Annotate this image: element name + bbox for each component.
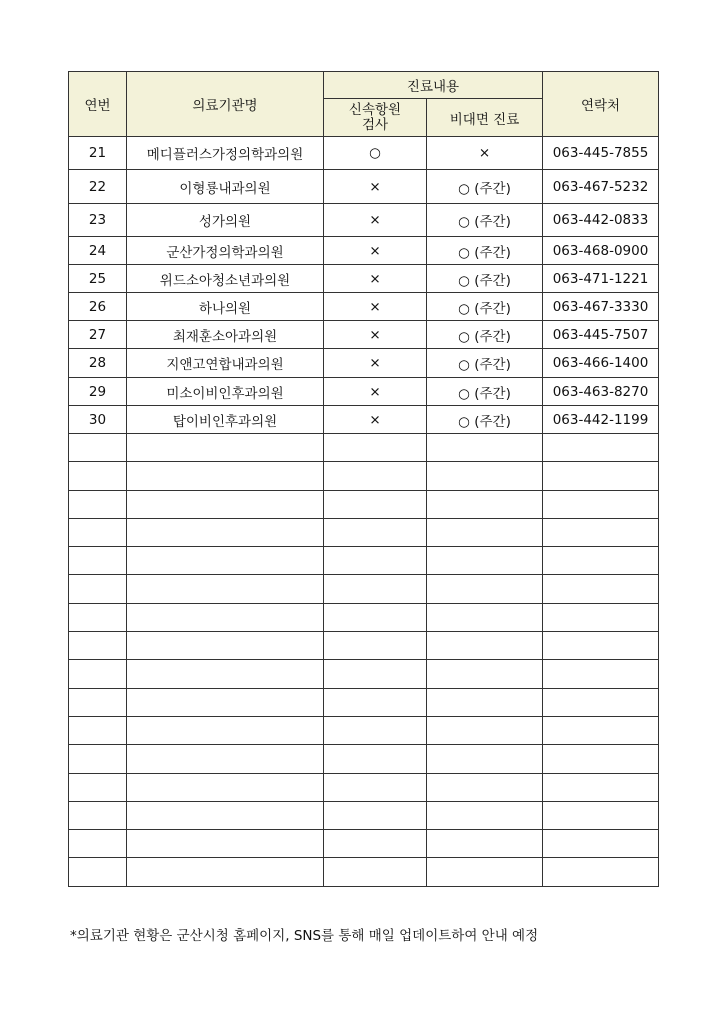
row-rapid-test: ○: [324, 137, 427, 170]
row-phone: 063-471-1221: [543, 265, 659, 293]
row-clinic-name: 성가의원: [127, 204, 324, 237]
row-num: 26: [69, 293, 127, 321]
empty-row: [69, 575, 659, 603]
row-clinic-name: 지앤고연합내과의원: [127, 349, 324, 378]
empty-row: [69, 632, 659, 660]
empty-cell: [324, 434, 427, 462]
row-clinic-name: 이형룡내과의원: [127, 170, 324, 204]
empty-cell: [69, 547, 127, 575]
row-remote-care: ○ (주간): [427, 293, 543, 321]
empty-row: [69, 660, 659, 688]
col-header-name: 의료기관명: [127, 72, 324, 137]
row-remote-care: ×: [427, 137, 543, 170]
col-header-rapid-test: 신속항원 검사: [324, 99, 427, 137]
empty-cell: [127, 575, 324, 603]
table-row: [69, 378, 659, 406]
row-num: 22: [69, 170, 127, 204]
empty-cell: [427, 858, 543, 886]
table-row: [69, 321, 659, 349]
empty-cell: [324, 688, 427, 716]
empty-cell: [127, 688, 324, 716]
row-clinic-name: 탑이비인후과의원: [127, 406, 324, 434]
empty-cell: [69, 688, 127, 716]
row-num: 27: [69, 321, 127, 349]
row-num: 21: [69, 137, 127, 170]
empty-row: [69, 688, 659, 716]
empty-cell: [324, 603, 427, 631]
empty-cell: [69, 716, 127, 744]
row-rapid-test: ×: [324, 406, 427, 434]
row-clinic-name: 메디플러스가정의학과의원: [127, 137, 324, 170]
empty-row: [69, 830, 659, 858]
empty-cell: [543, 830, 659, 858]
table-row: [69, 137, 659, 170]
table-row: [69, 237, 659, 265]
table-row: [69, 204, 659, 237]
row-phone: 063-445-7855: [543, 137, 659, 170]
empty-cell: [69, 773, 127, 801]
empty-cell: [69, 858, 127, 886]
empty-cell: [427, 830, 543, 858]
row-clinic-name: 미소이비인후과의원: [127, 378, 324, 406]
empty-cell: [324, 801, 427, 829]
row-phone: 063-442-0833: [543, 204, 659, 237]
empty-row: [69, 434, 659, 462]
row-num: 23: [69, 204, 127, 237]
footnote: *의료기관 현황은 군산시청 홈페이지, SNS를 통해 매일 업데이트하여 안내 예정: [70, 928, 539, 944]
empty-cell: [324, 716, 427, 744]
empty-cell: [427, 603, 543, 631]
empty-cell: [543, 462, 659, 490]
row-phone: 063-466-1400: [543, 349, 659, 378]
row-clinic-name: 군산가정의학과의원: [127, 237, 324, 265]
row-rapid-test: ×: [324, 293, 427, 321]
empty-row: [69, 547, 659, 575]
empty-cell: [324, 858, 427, 886]
empty-cell: [324, 462, 427, 490]
empty-cell: [543, 745, 659, 773]
empty-cell: [427, 518, 543, 546]
empty-row: [69, 462, 659, 490]
row-phone: 063-468-0900: [543, 237, 659, 265]
empty-cell: [427, 716, 543, 744]
empty-cell: [127, 434, 324, 462]
empty-cell: [324, 660, 427, 688]
empty-cell: [543, 490, 659, 518]
empty-cell: [127, 830, 324, 858]
empty-cell: [543, 688, 659, 716]
empty-cell: [127, 490, 324, 518]
clinic-table: [68, 71, 659, 887]
row-remote-care: ○ (주간): [427, 378, 543, 406]
empty-cell: [69, 490, 127, 518]
empty-cell: [127, 801, 324, 829]
empty-cell: [324, 575, 427, 603]
empty-cell: [543, 773, 659, 801]
empty-cell: [427, 773, 543, 801]
col-header-remote-care: 비대면 진료: [427, 99, 543, 137]
row-phone: 063-445-7507: [543, 321, 659, 349]
empty-cell: [324, 547, 427, 575]
row-phone: 063-442-1199: [543, 406, 659, 434]
empty-row: [69, 603, 659, 631]
empty-cell: [324, 490, 427, 518]
empty-cell: [69, 462, 127, 490]
row-phone: 063-467-5232: [543, 170, 659, 204]
table-row: [69, 406, 659, 434]
empty-cell: [427, 660, 543, 688]
empty-cell: [427, 801, 543, 829]
row-remote-care: ○ (주간): [427, 265, 543, 293]
row-phone: 063-463-8270: [543, 378, 659, 406]
row-rapid-test: ×: [324, 378, 427, 406]
row-num: 30: [69, 406, 127, 434]
empty-cell: [543, 858, 659, 886]
row-rapid-test: ×: [324, 321, 427, 349]
empty-cell: [69, 830, 127, 858]
empty-cell: [427, 462, 543, 490]
empty-row: [69, 858, 659, 886]
empty-cell: [324, 745, 427, 773]
row-num: 28: [69, 349, 127, 378]
empty-cell: [127, 603, 324, 631]
empty-cell: [324, 830, 427, 858]
row-rapid-test: ×: [324, 170, 427, 204]
empty-cell: [69, 801, 127, 829]
row-rapid-test: ×: [324, 237, 427, 265]
empty-cell: [427, 434, 543, 462]
table-body: [69, 137, 659, 887]
empty-cell: [69, 434, 127, 462]
empty-cell: [543, 603, 659, 631]
empty-cell: [127, 632, 324, 660]
row-rapid-test: ×: [324, 349, 427, 378]
empty-cell: [543, 547, 659, 575]
col-header-contact: 연락처: [543, 72, 659, 137]
empty-cell: [127, 660, 324, 688]
empty-cell: [69, 745, 127, 773]
row-remote-care: ○ (주간): [427, 204, 543, 237]
empty-cell: [324, 773, 427, 801]
empty-cell: [69, 632, 127, 660]
empty-cell: [543, 632, 659, 660]
col-header-num: 연번: [69, 72, 127, 137]
table-row: [69, 349, 659, 378]
row-rapid-test: ×: [324, 204, 427, 237]
empty-cell: [427, 547, 543, 575]
table-row: [69, 293, 659, 321]
row-num: 24: [69, 237, 127, 265]
empty-cell: [543, 716, 659, 744]
row-clinic-name: 최재훈소아과의원: [127, 321, 324, 349]
empty-cell: [127, 518, 324, 546]
empty-cell: [69, 660, 127, 688]
row-clinic-name: 위드소아청소년과의원: [127, 265, 324, 293]
row-remote-care: ○ (주간): [427, 349, 543, 378]
empty-cell: [69, 575, 127, 603]
empty-cell: [127, 858, 324, 886]
empty-cell: [543, 801, 659, 829]
empty-row: [69, 716, 659, 744]
empty-cell: [543, 660, 659, 688]
empty-cell: [69, 518, 127, 546]
empty-row: [69, 773, 659, 801]
empty-row: [69, 745, 659, 773]
empty-cell: [127, 773, 324, 801]
empty-cell: [127, 745, 324, 773]
empty-row: [69, 490, 659, 518]
empty-row: [69, 518, 659, 546]
empty-cell: [127, 462, 324, 490]
empty-cell: [543, 518, 659, 546]
table-row: [69, 170, 659, 204]
row-phone: 063-467-3330: [543, 293, 659, 321]
empty-cell: [127, 547, 324, 575]
row-remote-care: ○ (주간): [427, 406, 543, 434]
empty-cell: [427, 490, 543, 518]
empty-cell: [324, 632, 427, 660]
empty-cell: [427, 688, 543, 716]
empty-cell: [69, 603, 127, 631]
empty-cell: [543, 575, 659, 603]
empty-row: [69, 801, 659, 829]
row-num: 29: [69, 378, 127, 406]
empty-cell: [427, 575, 543, 603]
empty-cell: [427, 745, 543, 773]
row-num: 25: [69, 265, 127, 293]
row-clinic-name: 하나의원: [127, 293, 324, 321]
row-remote-care: ○ (주간): [427, 237, 543, 265]
empty-cell: [427, 632, 543, 660]
row-remote-care: ○ (주간): [427, 321, 543, 349]
row-rapid-test: ×: [324, 265, 427, 293]
empty-cell: [324, 518, 427, 546]
table-row: [69, 265, 659, 293]
empty-cell: [543, 434, 659, 462]
row-remote-care: ○ (주간): [427, 170, 543, 204]
col-header-treatment-group: 진료내용: [324, 72, 543, 99]
empty-cell: [127, 716, 324, 744]
